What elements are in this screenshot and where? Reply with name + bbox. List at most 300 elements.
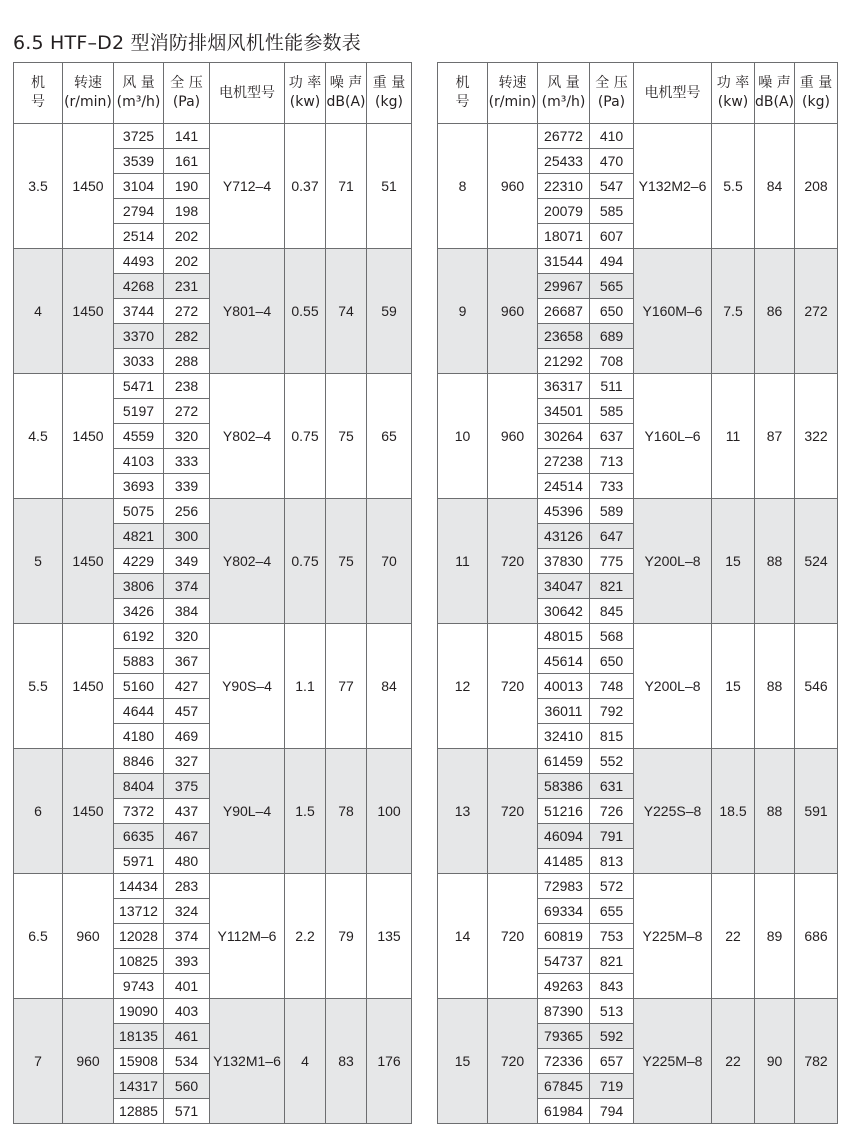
cell-airflow: 3539 xyxy=(114,149,164,174)
header-noise-line: dB(A) xyxy=(755,94,794,110)
cell-model: 6.5 xyxy=(14,874,63,999)
header-noise xyxy=(755,63,795,124)
cell-airflow: 8404 xyxy=(114,774,164,799)
cell-weight: 65 xyxy=(367,374,412,499)
cell-motor: Y225S–8 xyxy=(634,749,712,874)
cell-pressure: 748 xyxy=(590,674,634,699)
cell-speed: 1450 xyxy=(63,499,114,624)
cell-airflow: 12028 xyxy=(114,924,164,949)
header-weight-line: (kg) xyxy=(375,94,403,110)
cell-airflow: 5160 xyxy=(114,674,164,699)
table-row xyxy=(14,874,412,899)
table-row xyxy=(438,999,838,1024)
cell-airflow: 3693 xyxy=(114,474,164,499)
cell-pressure: 401 xyxy=(164,974,210,999)
cell-speed: 1450 xyxy=(63,124,114,249)
cell-pressure: 283 xyxy=(164,874,210,899)
cell-pressure: 202 xyxy=(164,224,210,249)
cell-power: 18.5 xyxy=(712,749,755,874)
cell-airflow: 8846 xyxy=(114,749,164,774)
cell-weight: 59 xyxy=(367,249,412,374)
cell-airflow: 45396 xyxy=(538,499,590,524)
cell-noise: 78 xyxy=(326,749,367,874)
header-model-line: 机 xyxy=(31,75,45,91)
header-motor xyxy=(634,63,712,124)
table-row xyxy=(438,749,838,774)
cell-pressure: 375 xyxy=(164,774,210,799)
cell-power: 0.75 xyxy=(285,499,326,624)
cell-airflow: 72336 xyxy=(538,1049,590,1074)
cell-pressure: 753 xyxy=(590,924,634,949)
cell-pressure: 815 xyxy=(590,724,634,749)
cell-weight: 272 xyxy=(795,249,838,374)
cell-airflow: 4229 xyxy=(114,549,164,574)
cell-pressure: 775 xyxy=(590,549,634,574)
cell-motor: Y160L–6 xyxy=(634,374,712,499)
header-speed-line: (r/min) xyxy=(64,94,112,110)
cell-airflow: 61459 xyxy=(538,749,590,774)
cell-airflow: 4493 xyxy=(114,249,164,274)
cell-airflow: 46094 xyxy=(538,824,590,849)
cell-pressure: 592 xyxy=(590,1024,634,1049)
cell-pressure: 511 xyxy=(590,374,634,399)
cell-airflow: 49263 xyxy=(538,974,590,999)
cell-airflow: 19090 xyxy=(114,999,164,1024)
cell-motor: Y802–4 xyxy=(210,499,285,624)
cell-airflow: 30642 xyxy=(538,599,590,624)
cell-airflow: 24514 xyxy=(538,474,590,499)
cell-airflow: 31544 xyxy=(538,249,590,274)
cell-pressure: 470 xyxy=(590,149,634,174)
header-power xyxy=(712,63,755,124)
cell-pressure: 324 xyxy=(164,899,210,924)
header-pressure xyxy=(164,63,210,124)
cell-airflow: 3806 xyxy=(114,574,164,599)
header-power-line: 功 率 xyxy=(288,75,322,91)
cell-weight: 782 xyxy=(795,999,838,1124)
cell-airflow: 9743 xyxy=(114,974,164,999)
cell-pressure: 813 xyxy=(590,849,634,874)
cell-speed: 720 xyxy=(488,874,538,999)
cell-airflow: 34501 xyxy=(538,399,590,424)
cell-airflow: 54737 xyxy=(538,949,590,974)
header-weight xyxy=(795,63,838,124)
cell-model: 12 xyxy=(438,624,488,749)
cell-airflow: 26772 xyxy=(538,124,590,149)
cell-speed: 960 xyxy=(63,874,114,999)
cell-airflow: 40013 xyxy=(538,674,590,699)
cell-power: 1.1 xyxy=(285,624,326,749)
cell-airflow: 2794 xyxy=(114,199,164,224)
cell-airflow: 41485 xyxy=(538,849,590,874)
cell-motor: Y802–4 xyxy=(210,374,285,499)
cell-weight: 176 xyxy=(367,999,412,1124)
cell-weight: 686 xyxy=(795,874,838,999)
cell-airflow: 20079 xyxy=(538,199,590,224)
cell-airflow: 22310 xyxy=(538,174,590,199)
cell-airflow: 13712 xyxy=(114,899,164,924)
cell-motor: Y200L–8 xyxy=(634,624,712,749)
cell-airflow: 4103 xyxy=(114,449,164,474)
cell-pressure: 565 xyxy=(590,274,634,299)
cell-airflow: 4559 xyxy=(114,424,164,449)
cell-weight: 51 xyxy=(367,124,412,249)
cell-airflow: 15908 xyxy=(114,1049,164,1074)
cell-pressure: 657 xyxy=(590,1049,634,1074)
cell-airflow: 87390 xyxy=(538,999,590,1024)
cell-pressure: 713 xyxy=(590,449,634,474)
header-pressure-line: 全 压 xyxy=(595,75,628,91)
cell-noise: 86 xyxy=(755,249,795,374)
cell-pressure: 202 xyxy=(164,249,210,274)
header-noise-line: 噪 声 xyxy=(758,75,791,91)
cell-airflow: 12885 xyxy=(114,1099,164,1124)
cell-motor: Y200L–8 xyxy=(634,499,712,624)
cell-pressure: 198 xyxy=(164,199,210,224)
cell-airflow: 32410 xyxy=(538,724,590,749)
cell-pressure: 791 xyxy=(590,824,634,849)
cell-pressure: 469 xyxy=(164,724,210,749)
table-row xyxy=(14,499,412,524)
cell-model: 4.5 xyxy=(14,374,63,499)
cell-pressure: 282 xyxy=(164,324,210,349)
cell-pressure: 457 xyxy=(164,699,210,724)
cell-airflow: 5883 xyxy=(114,649,164,674)
cell-airflow: 5075 xyxy=(114,499,164,524)
header-airflow-line: (m³/h) xyxy=(541,94,586,110)
cell-pressure: 534 xyxy=(164,1049,210,1074)
cell-power: 15 xyxy=(712,624,755,749)
cell-pressure: 288 xyxy=(164,349,210,374)
cell-speed: 720 xyxy=(488,999,538,1124)
cell-model: 11 xyxy=(438,499,488,624)
cell-noise: 79 xyxy=(326,874,367,999)
cell-model: 7 xyxy=(14,999,63,1124)
cell-pressure: 238 xyxy=(164,374,210,399)
cell-airflow: 61984 xyxy=(538,1099,590,1124)
cell-noise: 74 xyxy=(326,249,367,374)
cell-pressure: 585 xyxy=(590,399,634,424)
header-pressure-line: 全 压 xyxy=(170,75,203,91)
cell-model: 15 xyxy=(438,999,488,1124)
cell-model: 13 xyxy=(438,749,488,874)
header-airflow-line: 风 量 xyxy=(547,75,580,91)
table-row xyxy=(438,249,838,274)
cell-noise: 71 xyxy=(326,124,367,249)
cell-power: 0.75 xyxy=(285,374,326,499)
header-speed-line: (r/min) xyxy=(488,94,537,110)
cell-pressure: 585 xyxy=(590,199,634,224)
header-power-line: 功 率 xyxy=(716,75,750,91)
cell-pressure: 794 xyxy=(590,1099,634,1124)
cell-airflow: 5471 xyxy=(114,374,164,399)
cell-airflow: 29967 xyxy=(538,274,590,299)
cell-pressure: 300 xyxy=(164,524,210,549)
cell-pressure: 821 xyxy=(590,949,634,974)
cell-noise: 90 xyxy=(755,999,795,1124)
header-speed xyxy=(488,63,538,124)
table-row xyxy=(438,374,838,399)
cell-model: 3.5 xyxy=(14,124,63,249)
cell-pressure: 650 xyxy=(590,299,634,324)
header-airflow xyxy=(538,63,590,124)
cell-speed: 1450 xyxy=(63,624,114,749)
cell-pressure: 719 xyxy=(590,1074,634,1099)
header-row xyxy=(438,63,838,124)
cell-airflow: 45614 xyxy=(538,649,590,674)
cell-pressure: 339 xyxy=(164,474,210,499)
cell-pressure: 333 xyxy=(164,449,210,474)
cell-airflow: 2514 xyxy=(114,224,164,249)
cell-weight: 322 xyxy=(795,374,838,499)
cell-airflow: 7372 xyxy=(114,799,164,824)
fan-spec-table-left xyxy=(13,62,412,1124)
header-airflow-line: 风 量 xyxy=(122,75,155,91)
table-row xyxy=(14,124,412,149)
cell-airflow: 30264 xyxy=(538,424,590,449)
cell-power: 0.55 xyxy=(285,249,326,374)
cell-pressure: 552 xyxy=(590,749,634,774)
cell-airflow: 51216 xyxy=(538,799,590,824)
cell-noise: 88 xyxy=(755,499,795,624)
cell-airflow: 58386 xyxy=(538,774,590,799)
header-speed xyxy=(63,63,114,124)
header-weight xyxy=(367,63,412,124)
cell-pressure: 637 xyxy=(590,424,634,449)
cell-power: 22 xyxy=(712,999,755,1124)
cell-pressure: 560 xyxy=(164,1074,210,1099)
cell-pressure: 733 xyxy=(590,474,634,499)
cell-airflow: 21292 xyxy=(538,349,590,374)
cell-power: 4 xyxy=(285,999,326,1124)
cell-pressure: 427 xyxy=(164,674,210,699)
header-motor-line: 电机型号 xyxy=(219,84,275,101)
cell-speed: 1450 xyxy=(63,374,114,499)
cell-pressure: 821 xyxy=(590,574,634,599)
cell-airflow: 3744 xyxy=(114,299,164,324)
cell-airflow: 3725 xyxy=(114,124,164,149)
table-row xyxy=(438,874,838,899)
cell-pressure: 513 xyxy=(590,999,634,1024)
cell-pressure: 256 xyxy=(164,499,210,524)
cell-model: 4 xyxy=(14,249,63,374)
header-model-line: 号 xyxy=(455,94,470,110)
cell-pressure: 647 xyxy=(590,524,634,549)
cell-pressure: 689 xyxy=(590,324,634,349)
cell-pressure: 467 xyxy=(164,824,210,849)
cell-pressure: 607 xyxy=(590,224,634,249)
header-motor-line: 电机型号 xyxy=(644,84,701,101)
cell-pressure: 272 xyxy=(164,399,210,424)
cell-airflow: 43126 xyxy=(538,524,590,549)
cell-airflow: 14434 xyxy=(114,874,164,899)
cell-pressure: 650 xyxy=(590,649,634,674)
header-noise xyxy=(326,63,367,124)
cell-weight: 100 xyxy=(367,749,412,874)
cell-airflow: 4268 xyxy=(114,274,164,299)
header-airflow-line: (m³/h) xyxy=(116,94,161,110)
cell-airflow: 23658 xyxy=(538,324,590,349)
cell-airflow: 69334 xyxy=(538,899,590,924)
cell-pressure: 374 xyxy=(164,924,210,949)
cell-speed: 960 xyxy=(488,124,538,249)
cell-pressure: 494 xyxy=(590,249,634,274)
cell-pressure: 141 xyxy=(164,124,210,149)
cell-airflow: 3033 xyxy=(114,349,164,374)
cell-speed: 720 xyxy=(488,499,538,624)
cell-pressure: 327 xyxy=(164,749,210,774)
cell-pressure: 572 xyxy=(590,874,634,899)
cell-pressure: 461 xyxy=(164,1024,210,1049)
cell-pressure: 384 xyxy=(164,599,210,624)
cell-pressure: 726 xyxy=(590,799,634,824)
cell-noise: 75 xyxy=(326,374,367,499)
cell-noise: 84 xyxy=(755,124,795,249)
cell-speed: 960 xyxy=(488,374,538,499)
cell-airflow: 26687 xyxy=(538,299,590,324)
header-power-line: (kw) xyxy=(289,94,321,110)
cell-model: 10 xyxy=(438,374,488,499)
cell-motor: Y225M–8 xyxy=(634,874,712,999)
cell-pressure: 393 xyxy=(164,949,210,974)
header-motor xyxy=(210,63,285,124)
cell-noise: 87 xyxy=(755,374,795,499)
cell-airflow: 6635 xyxy=(114,824,164,849)
cell-pressure: 349 xyxy=(164,549,210,574)
cell-power: 0.37 xyxy=(285,124,326,249)
cell-motor: Y712–4 xyxy=(210,124,285,249)
table-row xyxy=(438,624,838,649)
cell-airflow: 3104 xyxy=(114,174,164,199)
cell-pressure: 231 xyxy=(164,274,210,299)
cell-pressure: 410 xyxy=(590,124,634,149)
cell-airflow: 48015 xyxy=(538,624,590,649)
header-weight-line: 重 量 xyxy=(799,75,833,91)
cell-pressure: 547 xyxy=(590,174,634,199)
cell-pressure: 708 xyxy=(590,349,634,374)
cell-airflow: 10825 xyxy=(114,949,164,974)
cell-speed: 720 xyxy=(488,624,538,749)
cell-pressure: 480 xyxy=(164,849,210,874)
cell-airflow: 4821 xyxy=(114,524,164,549)
cell-model: 5.5 xyxy=(14,624,63,749)
header-weight-line: (kg) xyxy=(802,94,830,110)
cell-power: 7.5 xyxy=(712,249,755,374)
cell-airflow: 72983 xyxy=(538,874,590,899)
table-row xyxy=(14,999,412,1024)
cell-airflow: 37830 xyxy=(538,549,590,574)
table-row xyxy=(14,374,412,399)
cell-noise: 88 xyxy=(755,624,795,749)
cell-noise: 77 xyxy=(326,624,367,749)
cell-model: 6 xyxy=(14,749,63,874)
cell-airflow: 3370 xyxy=(114,324,164,349)
cell-model: 5 xyxy=(14,499,63,624)
cell-pressure: 568 xyxy=(590,624,634,649)
cell-speed: 960 xyxy=(488,249,538,374)
header-power-line: (kw) xyxy=(717,94,749,110)
header-noise-line: 噪 声 xyxy=(329,75,363,91)
cell-speed: 720 xyxy=(488,749,538,874)
cell-motor: Y112M–6 xyxy=(210,874,285,999)
header-model-line: 号 xyxy=(31,94,45,110)
table-row xyxy=(14,249,412,274)
header-pressure-line: (Pa) xyxy=(172,94,201,110)
page-title: 6.5 HTF–D2 型消防排烟风机性能参数表 xyxy=(13,32,361,54)
cell-model: 8 xyxy=(438,124,488,249)
cell-airflow: 67845 xyxy=(538,1074,590,1099)
cell-airflow: 36317 xyxy=(538,374,590,399)
cell-airflow: 34047 xyxy=(538,574,590,599)
header-noise-line: dB(A) xyxy=(326,94,366,110)
cell-pressure: 374 xyxy=(164,574,210,599)
header-model xyxy=(14,63,63,124)
cell-speed: 960 xyxy=(63,999,114,1124)
header-weight-line: 重 量 xyxy=(372,75,406,91)
cell-airflow: 4180 xyxy=(114,724,164,749)
cell-airflow: 6192 xyxy=(114,624,164,649)
cell-airflow: 25433 xyxy=(538,149,590,174)
header-speed-line: 转速 xyxy=(74,75,102,91)
cell-power: 22 xyxy=(712,874,755,999)
cell-noise: 75 xyxy=(326,499,367,624)
cell-pressure: 589 xyxy=(590,499,634,524)
cell-motor: Y132M1–6 xyxy=(210,999,285,1124)
cell-noise: 89 xyxy=(755,874,795,999)
header-pressure xyxy=(590,63,634,124)
cell-power: 2.2 xyxy=(285,874,326,999)
cell-pressure: 320 xyxy=(164,424,210,449)
cell-airflow: 36011 xyxy=(538,699,590,724)
cell-noise: 88 xyxy=(755,749,795,874)
cell-model: 9 xyxy=(438,249,488,374)
cell-power: 1.5 xyxy=(285,749,326,874)
cell-pressure: 655 xyxy=(590,899,634,924)
cell-pressure: 571 xyxy=(164,1099,210,1124)
cell-pressure: 320 xyxy=(164,624,210,649)
cell-pressure: 437 xyxy=(164,799,210,824)
cell-airflow: 5197 xyxy=(114,399,164,424)
cell-power: 5.5 xyxy=(712,124,755,249)
cell-airflow: 14317 xyxy=(114,1074,164,1099)
header-model-line: 机 xyxy=(455,75,470,91)
header-power xyxy=(285,63,326,124)
cell-airflow: 18135 xyxy=(114,1024,164,1049)
fan-spec-table-right xyxy=(437,62,838,1124)
cell-airflow: 4644 xyxy=(114,699,164,724)
cell-airflow: 79365 xyxy=(538,1024,590,1049)
cell-airflow: 3426 xyxy=(114,599,164,624)
header-airflow xyxy=(114,63,164,124)
table-row xyxy=(438,499,838,524)
table-row xyxy=(438,124,838,149)
cell-motor: Y132M2–6 xyxy=(634,124,712,249)
cell-speed: 1450 xyxy=(63,749,114,874)
cell-weight: 208 xyxy=(795,124,838,249)
cell-airflow: 18071 xyxy=(538,224,590,249)
cell-weight: 591 xyxy=(795,749,838,874)
cell-model: 14 xyxy=(438,874,488,999)
cell-weight: 84 xyxy=(367,624,412,749)
cell-pressure: 367 xyxy=(164,649,210,674)
cell-pressure: 190 xyxy=(164,174,210,199)
cell-noise: 83 xyxy=(326,999,367,1124)
table-row xyxy=(14,749,412,774)
header-row xyxy=(14,63,412,124)
cell-weight: 524 xyxy=(795,499,838,624)
header-model xyxy=(438,63,488,124)
cell-power: 11 xyxy=(712,374,755,499)
